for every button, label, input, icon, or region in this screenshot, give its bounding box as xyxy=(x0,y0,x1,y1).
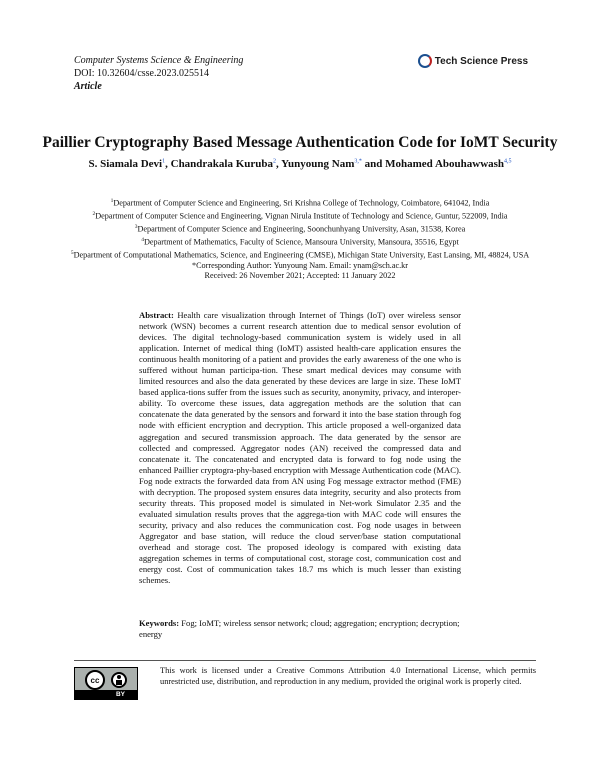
affiliations xyxy=(40,196,560,281)
journal-name: Computer Systems Science & Engineering xyxy=(74,55,244,66)
author-affiliation-marker[interactable]: 3,* xyxy=(354,158,362,165)
affiliation-line xyxy=(40,196,560,209)
affiliation-marker: 3 xyxy=(134,223,138,230)
author-affiliation-marker[interactable]: 2 xyxy=(273,158,277,165)
license-text: This work is licensed under a Creative Commons Attribution 4.0 International License, which permits unrestricted use, distribution, and reproduction in any medium, provided the original work is properly cited. xyxy=(160,666,536,686)
author-separator: and xyxy=(361,158,386,170)
author-name: S. Siamala Devi xyxy=(88,158,163,170)
publisher-name: Tech Science Press xyxy=(434,55,528,67)
author-name: Chandrakala Kuruba xyxy=(170,158,274,170)
affiliation-text: Department of Computer Science and Engineering, Soonchunhyang University, Asan, 31538, Korea xyxy=(137,224,466,234)
creative-commons-icon: cc xyxy=(85,670,105,690)
doi[interactable]: DOI: 10.32604/csse.2023.025514 xyxy=(74,68,209,79)
affiliation-text: Department of Computer Science and Engineering, Vignan Nirula Institute of Technology and Science, Guntur, 522009, India xyxy=(95,211,508,221)
corresponding-author: *Corresponding Author: Yunyoung Nam. Email: ynam@sch.ac.kr xyxy=(192,260,408,270)
author-separator: , xyxy=(276,158,282,170)
paper-title: Paillier Cryptography Based Message Authentication Code for IoMT Security xyxy=(42,134,558,151)
affiliation-text: Department of Computational Mathematics, Science, and Engineering (CMSE), Michigan State University, East Lansing, MI, 48824, USA xyxy=(73,250,530,260)
affiliation-marker: 4 xyxy=(141,236,144,243)
cc-badge-symbols xyxy=(85,670,127,690)
article-type: Article xyxy=(74,81,102,92)
keywords-text: Fog; IoMT; wireless sensor network; cloud; aggregation; encryption; decryption; energy xyxy=(139,618,460,639)
affiliation-marker: 1 xyxy=(110,198,114,204)
tsp-logo-icon xyxy=(418,54,432,68)
affiliation-text: Department of Mathematics, Faculty of Science, Mansoura University, Mansoura, 35516, Egypt xyxy=(143,237,459,247)
affiliation-marker: 5 xyxy=(70,249,74,256)
abstract-label: Abstract: xyxy=(139,310,174,320)
abstract-text: Health care visualization through Internet of Things (IoT) over wireless sensor network (WSN) becomes a current research attention due to medical sensor evolution of devices. The digital technology-based communication system is widely used in all application. Internet of medical thing (IoMT) assisted health-care application ensures the continuous health monitoring of a patient and provides the early awareness of the one who is suffered without human participa-tion. These smart medical devices may consume with limited resources and also the data generated by these devices are large in size. These IoMT based applica-tions suffer from the issues such as security, anonymity, privacy, and interoper-ability. To overcome these issues, data aggregation methods are the solution that can concatenate the data generated by the sensors and forward it into the base station through fog node with efficient encryption and decryption. This article proposed a well-organized data aggregation and secured transmission approach. The data generated by the sensor are collected and compressed. Aggregator nodes (AN) received the compressed data and concatenate it. The concatenated and encrypted data is forward to fog node using the enhanced Paillier cryptogra-phy-based encryption with Message Authentication code (MAC). Fog node extracts the forwarded data from AN using Fog message extractor method (FME) with decryption. The proposed system ensures data integrity, security and also protects from security threats. This proposed model is simulated in Net-work Simulator 2.35 and the evaluated simulation results proves that the aggrega-tion with MAC code will ensures the security, privacy and also reduces the communication cost. Fog node usages in between Aggregator and base station, will reduce the cloud server/base station computational overhead and storage cost. The proposed ideology is compared with existing data aggregation schemes in terms of computational cost, storage cost, communication cost and energy cost. Cost of communication takes 18.7 ms which is much lesser than existing schemes. xyxy=(139,310,461,586)
author-separator: , xyxy=(165,158,171,170)
received-accepted-dates: Received: 26 November 2021; Accepted: 11 January 2022 xyxy=(204,270,396,280)
author-list xyxy=(30,158,570,170)
author-name: Yunyoung Nam xyxy=(281,158,355,170)
cc-by-license-icon[interactable] xyxy=(74,667,138,700)
keywords-label: Keywords: xyxy=(139,618,180,628)
cc-by-label: BY xyxy=(75,690,137,699)
affiliation-line xyxy=(40,248,560,261)
attribution-person-icon xyxy=(111,672,127,688)
author-affiliation-marker[interactable]: 4,5 xyxy=(504,158,512,165)
affiliation-text: Department of Computer Science and Engineering, Sri Krishna College of Technology, Coimbatore, 641042, India xyxy=(113,198,490,208)
license-divider xyxy=(74,660,536,661)
affiliation-line xyxy=(40,235,560,248)
author-affiliation-marker[interactable]: 1 xyxy=(162,158,166,165)
keywords xyxy=(139,618,461,640)
affiliation-line xyxy=(40,209,560,222)
author-name: Mohamed Abouhawwash xyxy=(385,158,505,170)
affiliation-line xyxy=(40,222,560,235)
affiliation-marker: 2 xyxy=(92,210,96,217)
publisher-logo xyxy=(418,54,528,68)
abstract xyxy=(139,310,461,586)
